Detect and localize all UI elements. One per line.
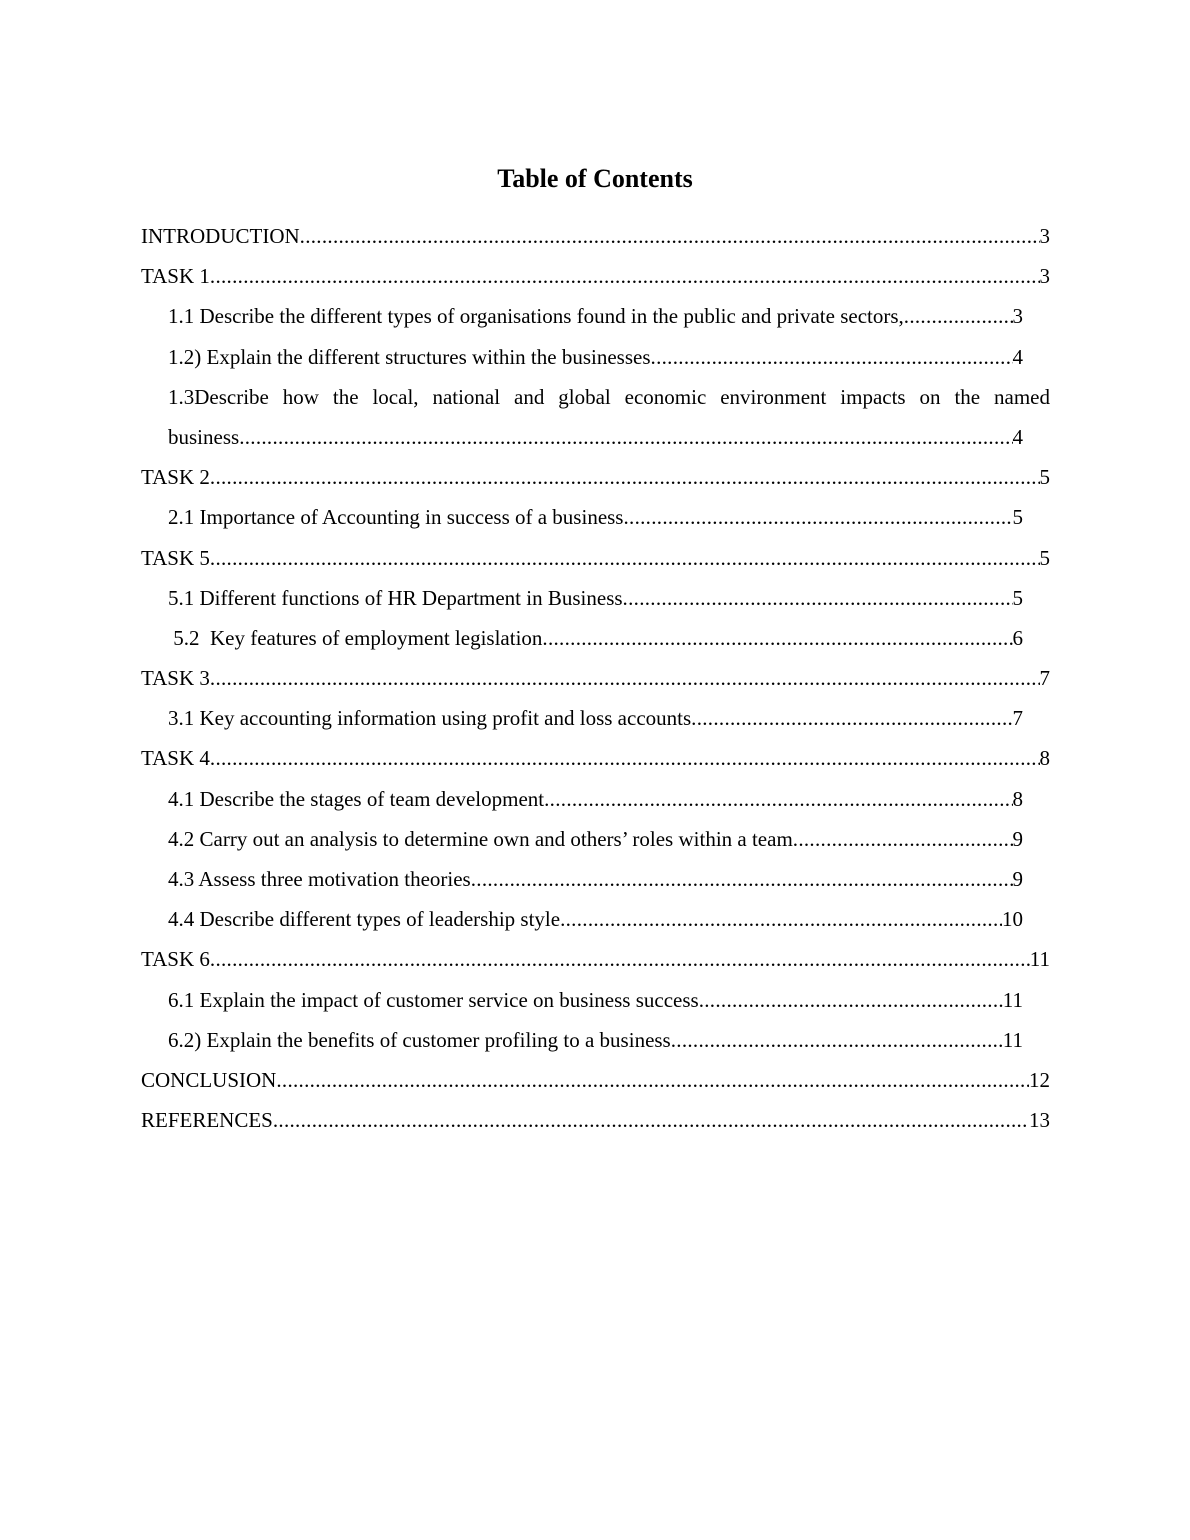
toc-entry-label: INTRODUCTION <box>141 224 300 248</box>
toc-list <box>141 216 1050 1140</box>
dot-leader <box>210 457 1040 497</box>
toc-entry-page: 9 <box>1012 867 1023 891</box>
toc-entry-task-6[interactable] <box>141 939 1050 979</box>
dot-leader <box>210 738 1040 778</box>
toc-entry-second-line <box>168 417 1023 457</box>
toc-entry-label: 5.2 Key features of employment legislation <box>168 625 543 650</box>
toc-entry-4-2[interactable] <box>168 819 1023 859</box>
toc-entry-page: 6 <box>1012 625 1023 650</box>
dot-leader <box>210 658 1040 698</box>
toc-entry-1-3[interactable] <box>168 377 1050 457</box>
toc-entry-label: TASK 6 <box>141 947 210 972</box>
toc-entry-page: 8 <box>1012 786 1023 811</box>
dot-leader <box>793 819 1013 859</box>
dot-leader <box>210 939 1030 979</box>
toc-entry-page: 7 <box>1012 706 1023 731</box>
toc-entry-page: 3 <box>1039 264 1050 289</box>
toc-entry-4-3[interactable] <box>168 859 1023 899</box>
toc-entry-references[interactable] <box>141 1100 1050 1140</box>
toc-title: Table of Contents <box>497 164 693 193</box>
toc-entry-label: REFERENCES <box>141 1108 273 1133</box>
dot-leader <box>210 538 1040 578</box>
toc-entry-label: TASK 1 <box>141 264 210 289</box>
toc-entry-label: TASK 4 <box>141 746 210 771</box>
toc-entry-label: 4.1 Describe the stages of team development <box>168 786 545 811</box>
toc-entry-page: 10 <box>1002 907 1023 932</box>
toc-entry-page: 5 <box>1039 545 1050 570</box>
dot-leader <box>542 618 1012 658</box>
toc-entry-label: TASK 5 <box>141 545 210 570</box>
toc-entry-3-1[interactable] <box>168 698 1023 738</box>
toc-entry-page: 13 <box>1029 1108 1050 1133</box>
dot-leader <box>651 337 1013 377</box>
toc-entry-page: 9 <box>1012 826 1023 851</box>
toc-entry-task-5[interactable] <box>141 538 1050 578</box>
toc-entry-page: 4 <box>1012 424 1023 449</box>
dot-leader <box>623 497 1012 537</box>
toc-entry-page: 5 <box>1012 505 1023 530</box>
toc-entry-page: 3 <box>1012 304 1023 329</box>
toc-entry-label: CONCLUSION <box>141 1067 277 1092</box>
dot-leader <box>544 779 1012 819</box>
dot-leader <box>904 296 1013 336</box>
toc-entry-label-line1: 1.3Describe how the local, national and global economic environment impacts on the named <box>168 384 1050 409</box>
toc-entry-task-3[interactable] <box>141 658 1050 698</box>
toc-entry-label: 4.3 Assess three motivation theories <box>168 867 471 891</box>
toc-entry-page: 7 <box>1039 666 1050 691</box>
toc-entry-label: 4.4 Describe different types of leadership style <box>168 907 561 932</box>
dot-leader <box>671 1020 1003 1060</box>
toc-entry-6-1[interactable] <box>168 980 1023 1020</box>
toc-entry-page: 11 <box>1002 987 1023 1012</box>
toc-entry-page: 3 <box>1039 224 1050 248</box>
dot-leader <box>300 216 1040 256</box>
toc-entry-2-1[interactable] <box>168 497 1023 537</box>
toc-entry-label-line2: business <box>168 424 240 449</box>
dot-leader <box>699 980 1003 1020</box>
dot-leader <box>210 256 1040 296</box>
toc-entry-label: 1.2) Explain the different structures within the businesses <box>168 344 651 369</box>
toc-entry-label: TASK 2 <box>141 465 210 490</box>
toc-entry-conclusion[interactable] <box>141 1060 1050 1100</box>
toc-entry-1-2[interactable] <box>168 337 1023 377</box>
toc-entry-task-4[interactable] <box>141 738 1050 778</box>
toc-entry-page: 11 <box>1002 1027 1023 1052</box>
toc-entry-5-1[interactable] <box>168 578 1023 618</box>
dot-leader <box>471 859 1013 899</box>
toc-entry-page: 5 <box>1012 585 1023 610</box>
toc-entry-page: 5 <box>1039 465 1050 490</box>
toc-entry-page: 8 <box>1039 746 1050 771</box>
toc-entry-1-1[interactable] <box>168 296 1023 336</box>
toc-entry-label: TASK 3 <box>141 666 210 691</box>
dot-leader <box>560 899 1002 939</box>
dot-leader <box>623 578 1013 618</box>
dot-leader <box>276 1060 1029 1100</box>
toc-entry-label: 1.1 Describe the different types of organisations found in the public and private sectors, <box>168 304 904 329</box>
toc-entry-4-1[interactable] <box>168 779 1023 819</box>
toc-entry-label: 3.1 Key accounting information using profit and loss accounts <box>168 706 692 731</box>
toc-entry-page: 12 <box>1029 1067 1050 1092</box>
dot-leader <box>273 1100 1029 1140</box>
toc-entry-introduction[interactable] <box>141 216 1050 256</box>
dot-leader <box>239 417 1012 457</box>
toc-entry-label: 4.2 Carry out an analysis to determine own and others’ roles within a team <box>168 826 793 851</box>
toc-entry-task-1[interactable] <box>141 256 1050 296</box>
toc-entry-6-2[interactable] <box>168 1020 1023 1060</box>
toc-entry-label: 5.1 Different functions of HR Department in Business <box>168 585 623 610</box>
toc-entry-4-4[interactable] <box>168 899 1023 939</box>
toc-entry-label: 6.1 Explain the impact of customer service on business success <box>168 987 699 1012</box>
toc-entry-task-2[interactable] <box>141 457 1050 497</box>
dot-leader <box>691 698 1012 738</box>
toc-entry-page: 11 <box>1029 947 1050 972</box>
toc-entry-5-2[interactable] <box>168 618 1023 658</box>
toc-entry-label: 2.1 Importance of Accounting in success of a business <box>168 505 624 530</box>
toc-entry-page: 4 <box>1012 344 1023 369</box>
toc-entry-label: 6.2) Explain the benefits of customer profiling to a business <box>168 1027 671 1052</box>
